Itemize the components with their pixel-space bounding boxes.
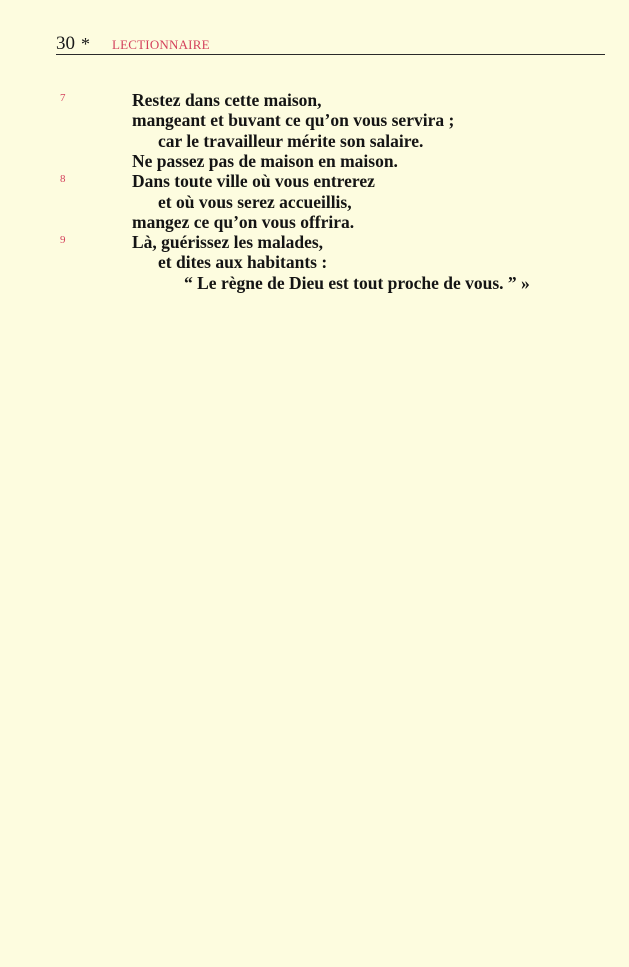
text-line: Restez dans cette maison, [132, 90, 322, 110]
star-icon: * [81, 34, 90, 54]
verse-number: 8 [60, 173, 66, 185]
text-line: Ne passez pas de maison en maison. [132, 151, 398, 171]
running-title: LECTIONNAIRE [112, 37, 210, 52]
text-line: mangez ce qu’on vous offrira. [132, 212, 355, 232]
text-line: “ Le règne de Dieu est tout proche de vous. ” » [184, 273, 530, 293]
text-line: mangeant et buvant ce qu’on vous servira ; [132, 110, 455, 130]
page-number: 30 [56, 33, 75, 54]
text-line: et dites aux habitants : [158, 252, 328, 272]
text-line: car le travailleur mérite son salaire. [158, 131, 424, 151]
text-line: Dans toute ville où vous entrerez [132, 171, 375, 191]
verse-number: 9 [60, 234, 66, 246]
text-line: Là, guérissez les malades, [132, 232, 324, 252]
verse-number: 7 [60, 92, 66, 104]
text-line: et où vous serez accueillis, [158, 192, 352, 212]
page-header [56, 32, 605, 55]
